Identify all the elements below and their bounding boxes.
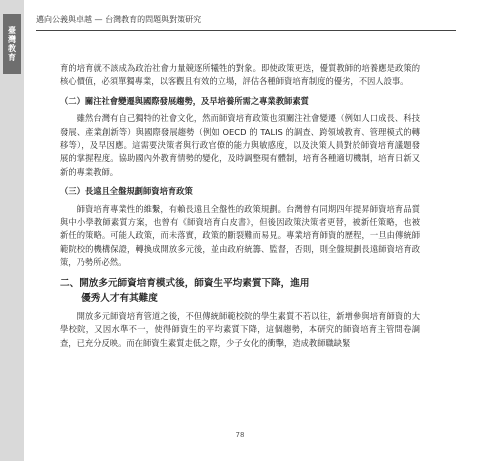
section-number: 二、 xyxy=(60,277,80,289)
running-header: 邁向公義與卓越 — 台灣教育的問題與對策研究 xyxy=(36,10,456,31)
paragraph-continuation: 育的培育就不該成為政治社會力量競逐所犧牲的對象。即使政策更迭，優質教師的培養應是政策的核心價值，必須單獨專業，以客觀且有效的立場，評估各種師資培育制度的優劣，不因人設事。 xyxy=(60,63,420,87)
page-body xyxy=(60,62,420,350)
paragraph-four: 開放多元師資培育管道之後，不但傳統師範校院的學生素質不若以往，新增參與培育師資的大學校院，又因水準不一，使得師資生的平均素質下降，這個趨勢，本研究的師資培育主管問卷調查，已充分反映。而在師資生素質走低之際，少子女化的衝擊，造成教師職缺緊 xyxy=(60,310,420,348)
side-tab xyxy=(0,0,24,461)
page-number: 78 xyxy=(235,431,245,439)
subheading-three: （三）長遠且全盤規劃師資培育政策 xyxy=(60,186,193,197)
side-tab-label: 臺灣教育 xyxy=(3,14,21,74)
section-heading xyxy=(60,276,420,306)
section-title-line1: 開放多元師資培育模式後，師資生平均素質下降，進用 xyxy=(79,277,310,289)
subheading-two: （二）關注社會變遷與國際發展趨勢，及早培養所需之專業教師素質 xyxy=(60,95,309,106)
paragraph-two: 雖然台灣有自己獨特的社會文化，然而師資培育政策也須關注社會變遷（例如人口成長、科技發展、產業創新等）與國際發展趨勢（例如 OECD 的 TALIS 的調查、跨領域教育、管理模式的轉移等），及早因應。這需要決策者與行政官僚的能力與敏感度，以及決策人員對於師資培育議題發展的掌握程度。協助國內外教育情勢的變化，及時調整現有體制，培育各種適切機制，培育日新又新的專業教師。 xyxy=(60,113,420,177)
paragraph-three: 師資培育專業性的維繫，有賴長遠且全盤性的政策規劃。台灣曾有同期四年提昇師資培育品質與中小學教師素質方案，也曾有《師資培育白皮書》，但後因政策決策者更替，被新任策略，也被新任的策略。可能人政策，而未落實，政策的斷裂難而易見。專業培育師資的歷程，一旦由傳統師範院校的機構保證，轉換成開放多元後，並由政府統籌、監督，否則，則全盤規劃長遠師資培育政策，乃勢所必然。 xyxy=(60,203,420,268)
section-title-line2: 優秀人才有其難度 xyxy=(81,292,158,304)
